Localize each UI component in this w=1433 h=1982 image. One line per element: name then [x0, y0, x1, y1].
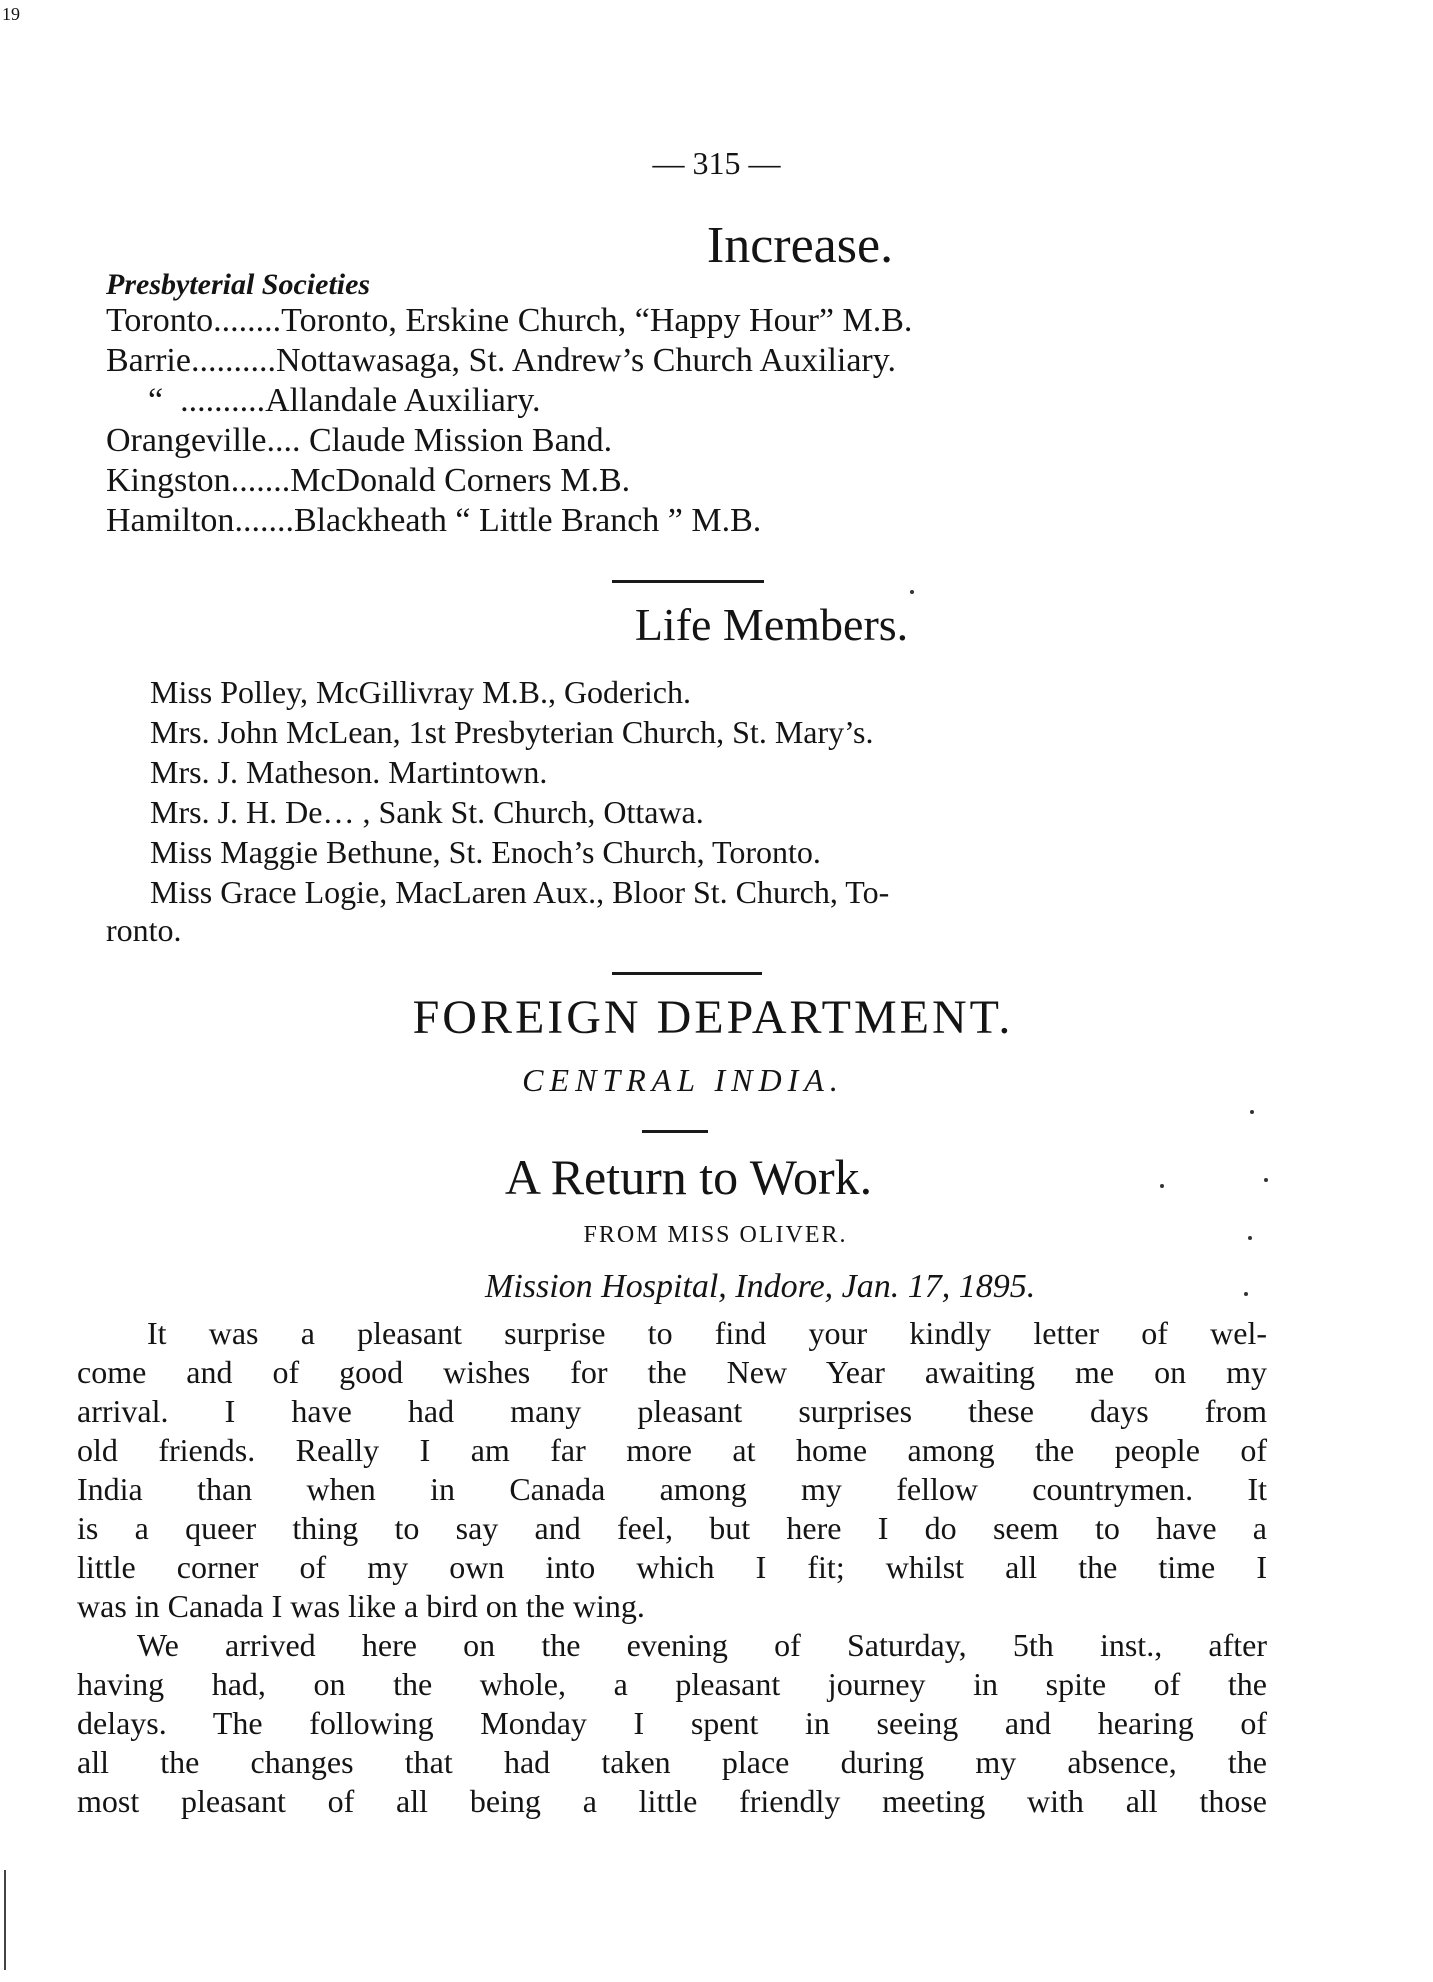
increase-row — [106, 342, 896, 380]
presbytery-name: Hamilton — [106, 502, 235, 539]
leader-dots: .... — [266, 422, 301, 459]
leader-dots: .......... — [180, 382, 266, 419]
text-line: It was a pleasant surprise to find your kindly letter of wel- — [147, 1315, 1267, 1351]
section-divider — [612, 972, 762, 975]
short-divider — [642, 1130, 708, 1133]
ditto-mark: “ — [148, 382, 164, 419]
presbytery-name: Barrie — [106, 342, 191, 379]
text-line: We arrived here on the evening of Saturday, 5th inst., after — [137, 1627, 1267, 1663]
article-paragraph — [77, 1314, 1267, 1626]
increase-row — [148, 382, 540, 420]
region-subheading: CENTRAL INDIA. — [522, 1062, 844, 1098]
leader-dots: .......... — [190, 342, 276, 379]
increase-row — [106, 422, 612, 460]
increase-row — [106, 462, 630, 500]
scan-edge-line — [4, 1870, 6, 1970]
presbytery-name: Kingston — [106, 462, 231, 499]
page-number: — 315 — — [652, 145, 781, 181]
increase-row — [106, 302, 912, 340]
life-member-entry: Miss Maggie Bethune, St. Enoch’s Church, Toronto. — [150, 834, 821, 870]
text-line: most pleasant of all being a little friendly meeting with all those — [77, 1783, 1267, 1819]
presbytery-name: Toronto — [106, 302, 214, 339]
text-line: old friends. Really I am far more at home among the people of — [77, 1432, 1267, 1468]
article-title: A Return to Work. — [504, 1149, 873, 1205]
society-name: Allandale Auxiliary. — [265, 382, 541, 419]
article-byline: FROM MISS OLIVER. — [583, 1222, 848, 1248]
text-line: little corner of my own into which I fit; whilst all the time I — [77, 1549, 1267, 1585]
leader-dots: ....... — [234, 502, 294, 539]
increase-heading: Increase. — [706, 217, 894, 274]
society-name: McDonald Corners M.B. — [290, 462, 631, 499]
life-member-entry: Miss Polley, McGillivray M.B., Goderich. — [150, 674, 691, 710]
article-dateline: Mission Hospital, Indore, Jan. 17, 1895. — [485, 1268, 1036, 1305]
life-member-entry: Miss Grace Logie, MacLaren Aux., Bloor St. Church, To- — [150, 874, 890, 910]
life-member-entry: Mrs. J. Matheson. Martintown. — [150, 754, 548, 790]
foreign-department-heading: FOREIGN DEPARTMENT. — [412, 991, 1014, 1044]
scan-speck — [910, 590, 914, 594]
corner-mark: 19 — [2, 4, 20, 24]
text-line: delays. The following Monday I spent in seeing and hearing of — [77, 1705, 1267, 1741]
scan-speck — [1160, 1184, 1164, 1188]
text-line: arrival. I have had many pleasant surprises these days from — [77, 1393, 1267, 1429]
article-paragraph — [77, 1626, 1267, 1821]
presbytery-name: Orangeville — [106, 422, 267, 459]
life-member-entry: Mrs. John McLean, 1st Presbyterian Church, St. Mary’s. — [150, 714, 874, 750]
leader-dots: ....... — [230, 462, 291, 499]
society-name: Nottawasaga, St. Andrew’s Church Auxiliary. — [275, 342, 897, 379]
text-line: having had, on the whole, a pleasant journey in spite of the — [77, 1666, 1267, 1702]
society-name: Claude Mission Band. — [309, 422, 613, 459]
scan-speck — [1250, 1110, 1254, 1114]
presbyterial-societies-subheading: Presbyterial Societies — [106, 268, 371, 301]
text-line: is a queer thing to say and feel, but here I do seem to have a — [77, 1510, 1267, 1546]
society-name: Blackheath “ Little Branch ” M.B. — [293, 502, 762, 539]
text-line: India than when in Canada among my fellow countrymen. It — [77, 1471, 1267, 1507]
scan-speck — [1264, 1178, 1268, 1182]
increase-row — [106, 502, 761, 540]
life-members-heading: Life Members. — [634, 599, 909, 650]
life-member-entry: Mrs. J. H. De… , Sank St. Church, Ottawa. — [150, 794, 704, 830]
scan-speck — [1248, 1236, 1252, 1240]
scan-speck — [1244, 1292, 1248, 1296]
leader-dots: ........ — [213, 302, 282, 339]
text-line: was in Canada I was like a bird on the wing. — [77, 1588, 645, 1624]
life-member-entry-continuation: ronto. — [106, 912, 182, 948]
society-name: Toronto, Erskine Church, “Happy Hour” M.B. — [281, 302, 913, 339]
text-line: all the changes that had taken place during my absence, the — [77, 1744, 1267, 1780]
section-divider — [612, 580, 764, 583]
text-line: come and of good wishes for the New Year awaiting me on my — [77, 1354, 1267, 1390]
